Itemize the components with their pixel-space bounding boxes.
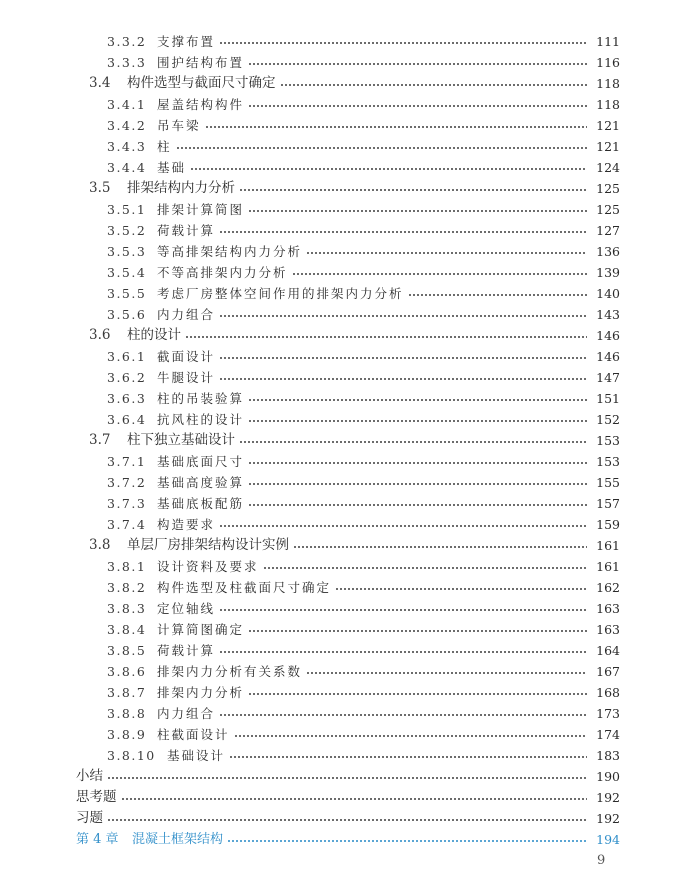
toc-entry-title: 不等高排架内力分析 [157, 265, 288, 280]
toc-entry-title: 基础高度验算 [157, 475, 245, 490]
toc-entry-number: 3.8.3 [107, 601, 147, 616]
dot-leader [248, 693, 587, 695]
toc-entry[interactable] [0, 262, 695, 283]
toc-entry-page: 127 [596, 223, 620, 238]
toc-entry-title: 计算简图确定 [157, 622, 245, 637]
dot-leader [185, 336, 587, 338]
toc-entry[interactable] [0, 577, 695, 598]
toc-entry-number: 3.8.10 [107, 748, 156, 763]
table-of-contents [0, 31, 695, 850]
toc-entry-number: 第 4 章 [76, 832, 119, 847]
dot-leader [248, 483, 587, 485]
toc-entry-number: 3.4.1 [107, 97, 147, 112]
toc-entry-number: 3.5 [89, 180, 111, 196]
dot-leader [219, 651, 587, 653]
toc-entry[interactable] [0, 535, 695, 556]
toc-entry-number: 3.5.5 [107, 286, 147, 301]
toc-entry-title: 排架计算简图 [157, 202, 245, 217]
toc-entry-title: 柱 [157, 139, 172, 154]
toc-entry[interactable] [0, 556, 695, 577]
toc-entry-title: 围护结构布置 [157, 55, 245, 70]
toc-entry-number: 3.7.3 [107, 496, 147, 511]
toc-entry-number: 3.8.2 [107, 580, 147, 595]
dot-leader [248, 630, 587, 632]
toc-entry-page: 167 [596, 664, 620, 679]
toc-entry-title: 柱截面设计 [157, 727, 230, 742]
toc-entry-number: 3.5.4 [107, 265, 147, 280]
toc-entry-number: 3.6.3 [107, 391, 147, 406]
dot-leader [248, 399, 587, 401]
toc-entry-title: 构件选型与截面尺寸确定 [127, 75, 276, 91]
toc-entry[interactable] [0, 598, 695, 619]
toc-entry-page: 118 [596, 97, 620, 112]
dot-leader [248, 420, 587, 422]
toc-entry-title: 牛腿设计 [157, 370, 216, 385]
toc-entry[interactable] [0, 325, 695, 346]
toc-entry[interactable] [0, 430, 695, 451]
toc-entry-title: 柱下独立基础设计 [127, 432, 235, 448]
toc-entry[interactable] [0, 682, 695, 703]
toc-entry-page: 125 [596, 181, 620, 196]
dot-leader [248, 105, 587, 107]
dot-leader [227, 840, 587, 842]
dot-leader [219, 357, 587, 359]
toc-entry-title: 支撑布置 [157, 34, 216, 49]
dot-leader [306, 252, 587, 254]
dot-leader [121, 798, 588, 800]
dot-leader [248, 63, 587, 65]
toc-entry[interactable] [0, 619, 695, 640]
toc-entry-number: 3.4 [89, 75, 111, 91]
toc-entry-number: 3.7 [89, 432, 111, 448]
dot-leader [219, 714, 587, 716]
toc-entry-number: 3.8.6 [107, 664, 147, 679]
toc-entry[interactable] [0, 451, 695, 472]
dot-leader [248, 210, 587, 212]
toc-entry[interactable] [0, 472, 695, 493]
toc-entry[interactable] [0, 766, 695, 787]
toc-entry-title: 构件选型及柱截面尺寸确定 [157, 580, 332, 595]
toc-entry-title: 习题 [76, 810, 103, 826]
dot-leader [292, 273, 587, 275]
dot-leader [107, 819, 587, 821]
toc-entry-page: 164 [596, 643, 620, 658]
toc-entry[interactable] [0, 661, 695, 682]
toc-entry-page: 192 [596, 790, 620, 805]
toc-entry[interactable] [0, 808, 695, 829]
dot-leader [107, 777, 587, 779]
toc-entry-number: 3.7.1 [107, 454, 147, 469]
toc-entry-title: 截面设计 [157, 349, 216, 364]
toc-entry[interactable] [0, 703, 695, 724]
dot-leader [408, 294, 587, 296]
toc-entry-number: 3.6.4 [107, 412, 147, 427]
toc-entry[interactable] [0, 115, 695, 136]
toc-entry[interactable] [0, 52, 695, 73]
toc-entry-title: 柱的设计 [127, 327, 181, 343]
dot-leader [293, 546, 587, 548]
toc-entry-title: 思考题 [76, 789, 117, 805]
toc-entry[interactable] [0, 136, 695, 157]
toc-entry-page: 121 [596, 118, 620, 133]
toc-entry[interactable] [0, 409, 695, 430]
toc-entry-page: 151 [596, 391, 620, 406]
toc-entry-page: 183 [596, 748, 620, 763]
toc-entry-title: 基础底板配筋 [157, 496, 245, 511]
toc-entry-page: 125 [596, 202, 620, 217]
toc-entry-page: 168 [596, 685, 620, 700]
toc-entry-number: 3.5.1 [107, 202, 147, 217]
toc-entry-title: 内力组合 [157, 706, 216, 721]
toc-entry[interactable] [0, 346, 695, 367]
toc-entry-page: 146 [596, 349, 620, 364]
toc-entry-page: 143 [596, 307, 620, 322]
toc-entry[interactable] [0, 241, 695, 262]
toc-entry-number: 3.6 [89, 327, 111, 343]
toc-entry-title: 小结 [76, 768, 103, 784]
toc-entry-page: 162 [596, 580, 620, 595]
toc-entry[interactable] [0, 514, 695, 535]
toc-entry-number: 3.4.4 [107, 160, 147, 175]
toc-entry-number: 3.8.9 [107, 727, 147, 742]
toc-entry-number: 3.7.2 [107, 475, 147, 490]
toc-entry-number: 3.8.8 [107, 706, 147, 721]
toc-entry[interactable] [0, 199, 695, 220]
toc-entry-title: 荷载计算 [157, 223, 216, 238]
toc-entry-title: 基础 [157, 160, 187, 175]
toc-entry-page: 118 [596, 76, 620, 91]
toc-entry-title: 等高排架结构内力分析 [157, 244, 303, 259]
toc-entry-title: 荷载计算 [157, 643, 216, 658]
toc-entry[interactable] [0, 388, 695, 409]
toc-entry-number: 3.3.2 [107, 34, 147, 49]
toc-entry[interactable] [0, 640, 695, 661]
dot-leader [306, 672, 587, 674]
dot-leader [219, 315, 587, 317]
toc-entry-title: 柱的吊装验算 [157, 391, 245, 406]
toc-entry-number: 3.8.1 [107, 559, 147, 574]
toc-entry-title: 混凝土框架结构 [132, 832, 224, 847]
toc-entry[interactable] [0, 493, 695, 514]
toc-entry-number: 3.8 [89, 537, 111, 553]
toc-entry-title: 吊车梁 [157, 118, 201, 133]
toc-entry[interactable] [0, 31, 695, 52]
toc-entry-number: 3.8.4 [107, 622, 147, 637]
toc-entry[interactable] [0, 94, 695, 115]
toc-entry-number: 3.5.3 [107, 244, 147, 259]
toc-entry-page: 153 [596, 433, 620, 448]
toc-entry-number: 3.6.2 [107, 370, 147, 385]
dot-leader [248, 462, 587, 464]
toc-entry-title: 排架内力分析 [157, 685, 245, 700]
toc-entry-title: 基础设计 [167, 748, 226, 763]
toc-entry[interactable] [0, 787, 695, 808]
toc-entry-page: 174 [596, 727, 620, 742]
toc-entry-number: 3.7.4 [107, 517, 147, 532]
toc-entry-title: 排架内力分析有关系数 [157, 664, 303, 679]
toc-entry-page: 121 [596, 139, 620, 154]
toc-entry-page: 161 [596, 538, 620, 553]
toc-entry-title: 抗风柱的设计 [157, 412, 245, 427]
toc-entry-number: 3.8.5 [107, 643, 147, 658]
toc-entry-page: 157 [596, 496, 620, 511]
toc-entry[interactable] [0, 304, 695, 325]
toc-entry[interactable] [0, 73, 695, 94]
toc-entry[interactable] [0, 283, 695, 304]
dot-leader [219, 231, 587, 233]
dot-leader [219, 525, 587, 527]
toc-entry-page: 163 [596, 622, 620, 637]
toc-entry-page: 111 [596, 34, 620, 49]
toc-entry-page: 161 [596, 559, 620, 574]
toc-entry-number: 3.8.7 [107, 685, 147, 700]
toc-entry-page: 153 [596, 454, 620, 469]
toc-entry-title: 单层厂房排架结构设计实例 [127, 537, 289, 553]
toc-entry-page: 146 [596, 328, 620, 343]
toc-entry-number: 3.5.2 [107, 223, 147, 238]
page-number: 9 [597, 853, 606, 868]
toc-entry[interactable] [0, 367, 695, 388]
toc-entry[interactable] [0, 220, 695, 241]
dot-leader [335, 588, 587, 590]
toc-entry-title: 排架结构内力分析 [127, 180, 235, 196]
dot-leader [205, 126, 587, 128]
toc-entry-page: 194 [596, 832, 620, 847]
toc-entry[interactable] [0, 178, 695, 199]
toc-entry-title: 设计资料及要求 [157, 559, 259, 574]
dot-leader [263, 567, 587, 569]
toc-entry-title: 屋盖结构构件 [157, 97, 245, 112]
toc-entry-page: 159 [596, 517, 620, 532]
toc-entry-page: 147 [596, 370, 620, 385]
toc-chapter-row[interactable] [0, 829, 695, 850]
toc-entry-page: 139 [596, 265, 620, 280]
toc-entry-title: 考虑厂房整体空间作用的排架内力分析 [157, 286, 404, 301]
toc-entry-title: 定位轴线 [157, 601, 216, 616]
toc-entry-page: 140 [596, 286, 620, 301]
dot-leader [219, 42, 587, 44]
toc-entry-page: 173 [596, 706, 620, 721]
toc-entry-number: 3.6.1 [107, 349, 147, 364]
toc-entry-title: 构造要求 [157, 517, 216, 532]
toc-entry-title: 内力组合 [157, 307, 216, 322]
toc-entry-page: 152 [596, 412, 620, 427]
dot-leader [219, 378, 587, 380]
dot-leader [248, 504, 587, 506]
toc-entry-number: 3.3.3 [107, 55, 147, 70]
dot-leader [190, 168, 587, 170]
dot-leader [239, 189, 587, 191]
dot-leader [280, 84, 588, 86]
toc-entry-page: 190 [596, 769, 620, 784]
toc-entry-page: 136 [596, 244, 620, 259]
toc-entry-page: 124 [596, 160, 620, 175]
toc-entry-page: 116 [596, 55, 620, 70]
dot-leader [229, 756, 587, 758]
dot-leader [239, 441, 587, 443]
dot-leader [219, 609, 587, 611]
toc-entry-number: 3.4.3 [107, 139, 147, 154]
dot-leader [234, 735, 587, 737]
toc-entry-page: 163 [596, 601, 620, 616]
toc-entry-number: 3.4.2 [107, 118, 147, 133]
dot-leader [176, 147, 587, 149]
toc-entry[interactable] [0, 745, 695, 766]
toc-entry[interactable] [0, 724, 695, 745]
toc-entry-title: 基础底面尺寸 [157, 454, 245, 469]
toc-entry-number: 3.5.6 [107, 307, 147, 322]
toc-entry[interactable] [0, 157, 695, 178]
toc-entry-page: 155 [596, 475, 620, 490]
toc-entry-page: 192 [596, 811, 620, 826]
